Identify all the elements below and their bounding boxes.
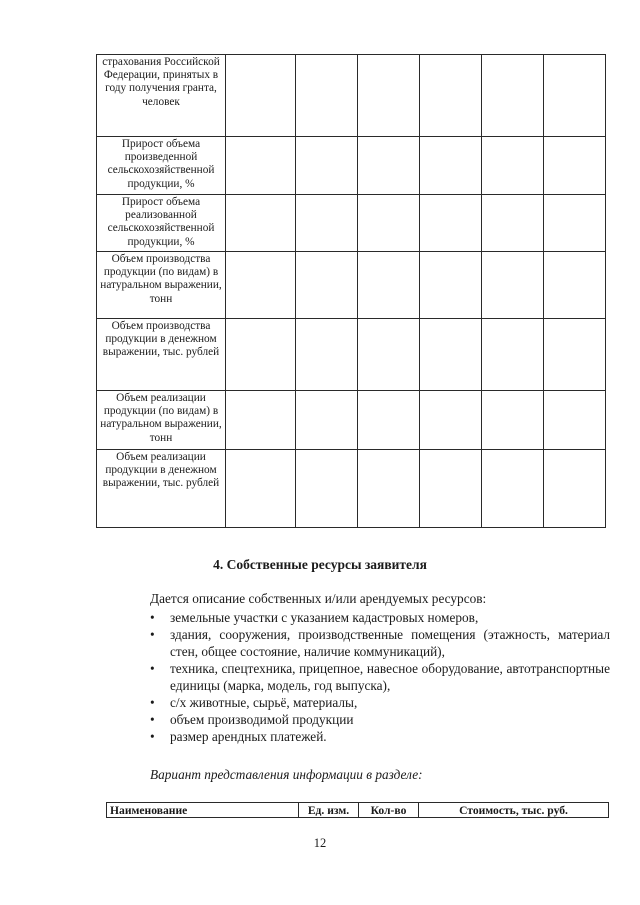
- empty-cell: [296, 450, 358, 528]
- empty-cell: [358, 137, 420, 195]
- empty-cell: [358, 55, 420, 137]
- page-number: 12: [313, 836, 327, 850]
- list-item: • земельные участки с указанием кадастровых номеров,: [150, 609, 610, 626]
- table-row: [97, 391, 606, 450]
- empty-cell: [226, 195, 296, 252]
- empty-cell: [482, 137, 544, 195]
- header-cost: Стоимость, тыс. руб.: [419, 803, 609, 818]
- row-label: Прирост объема реализованной сельскохозяйственной продукции, %: [97, 195, 226, 252]
- intro-text: Дается описание собственных и/или арендуемых ресурсов:: [150, 591, 487, 606]
- empty-cell: [544, 137, 606, 195]
- empty-cell: [296, 195, 358, 252]
- empty-cell: [420, 55, 482, 137]
- empty-cell: [226, 450, 296, 528]
- list-item: • размер арендных платежей.: [150, 728, 610, 745]
- empty-cell: [544, 195, 606, 252]
- empty-cell: [482, 391, 544, 450]
- table-header-row: [107, 803, 609, 818]
- empty-cell: [296, 319, 358, 391]
- list-item: • техника, спецтехника, прицепное, навесное оборудование, автотранспортные единицы (марка, модель, год выпуска),: [150, 660, 610, 694]
- table-row: [97, 55, 606, 137]
- empty-cell: [544, 55, 606, 137]
- empty-cell: [482, 252, 544, 319]
- empty-cell: [544, 450, 606, 528]
- table-row: [97, 137, 606, 195]
- empty-cell: [296, 391, 358, 450]
- empty-cell: [226, 391, 296, 450]
- empty-cell: [420, 319, 482, 391]
- empty-cell: [296, 55, 358, 137]
- empty-cell: [544, 252, 606, 319]
- row-label: Объем производства продукции в денежном выражении, тыс. рублей: [97, 319, 226, 391]
- empty-cell: [482, 450, 544, 528]
- empty-cell: [296, 137, 358, 195]
- empty-cell: [420, 195, 482, 252]
- empty-cell: [544, 391, 606, 450]
- header-quantity: Кол-во: [359, 803, 419, 818]
- list-item: • с/х животные, сырьё, материалы,: [150, 694, 610, 711]
- empty-cell: [420, 450, 482, 528]
- empty-cell: [226, 137, 296, 195]
- row-label: Объем реализации продукции в денежном выражении, тыс. рублей: [97, 450, 226, 528]
- empty-cell: [482, 319, 544, 391]
- empty-cell: [226, 55, 296, 137]
- header-name: Наименование: [107, 803, 299, 818]
- empty-cell: [482, 55, 544, 137]
- indicators-table: [96, 54, 606, 528]
- row-label: Объем реализации продукции (по видам) в натуральном выражении, тонн: [97, 391, 226, 450]
- table-row: [97, 450, 606, 528]
- table-row: [97, 195, 606, 252]
- list-item: • объем производимой продукции: [150, 711, 610, 728]
- empty-cell: [358, 391, 420, 450]
- header-unit: Ед. изм.: [299, 803, 359, 818]
- row-label: Объем производства продукции (по видам) в натуральном выражении, тонн: [97, 252, 226, 319]
- resources-table: [106, 802, 609, 818]
- empty-cell: [296, 252, 358, 319]
- empty-cell: [226, 319, 296, 391]
- row-label: страхования Российской Федерации, принятых в году получения гранта, человек: [97, 55, 226, 137]
- table-row: [97, 319, 606, 391]
- section-title: 4. Собственные ресурсы заявителя: [213, 557, 427, 572]
- empty-cell: [358, 450, 420, 528]
- empty-cell: [358, 319, 420, 391]
- list-item: • здания, сооружения, производственные помещения (этажность, материал стен, общее состояние, наличие коммуникаций),: [150, 626, 610, 660]
- empty-cell: [420, 252, 482, 319]
- resource-list: [150, 609, 610, 745]
- empty-cell: [358, 195, 420, 252]
- empty-cell: [226, 252, 296, 319]
- empty-cell: [420, 391, 482, 450]
- empty-cell: [358, 252, 420, 319]
- empty-cell: [482, 195, 544, 252]
- row-label: Прирост объема произведенной сельскохозяйственной продукции, %: [97, 137, 226, 195]
- empty-cell: [420, 137, 482, 195]
- variant-caption: Вариант представления информации в разделе:: [150, 767, 423, 782]
- empty-cell: [544, 319, 606, 391]
- table-row: [97, 252, 606, 319]
